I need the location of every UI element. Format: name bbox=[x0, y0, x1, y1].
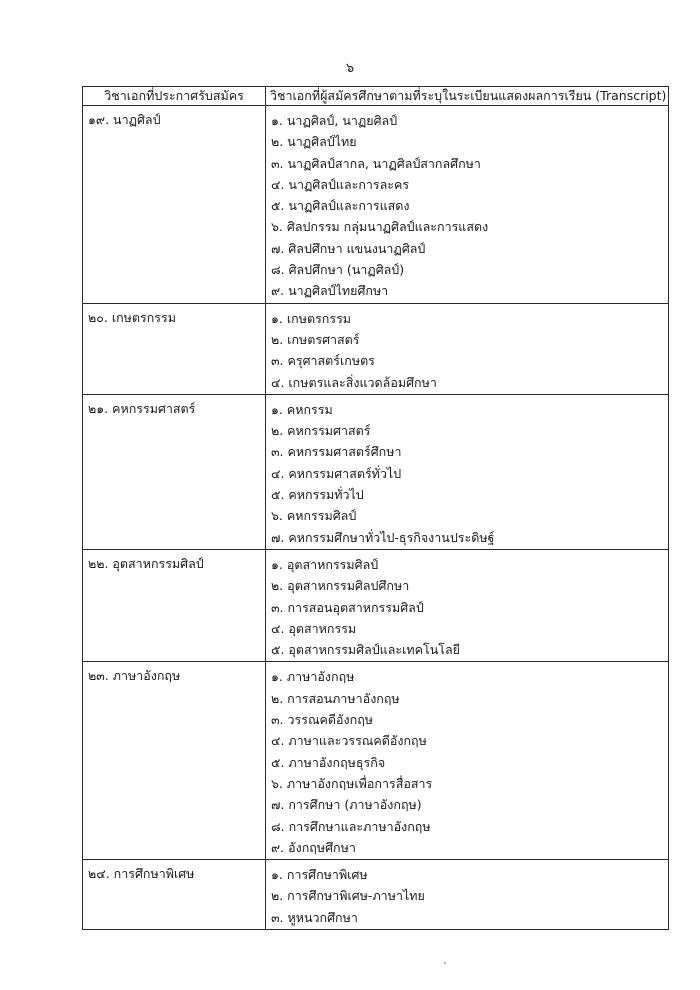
degree-item: ๒. การศึกษาพิเศษ-ภาษาไทย bbox=[271, 888, 425, 904]
major-name: ๑๙. นาฏศิลป์ bbox=[88, 112, 161, 127]
degree-cell bbox=[266, 860, 669, 930]
degree-item: ๗. คหกรรมศึกษาทั่วไป-ธุรกิจงานประดิษฐ์ bbox=[271, 529, 495, 545]
degree-item: ๓. ครุศาสตร์เกษตร bbox=[271, 353, 375, 369]
degree-item: ๓. วรรณคดีอังกฤษ bbox=[271, 712, 374, 728]
major-name: ๒๔. การศึกษาพิเศษ bbox=[88, 866, 195, 882]
major-name: ๒๑. คหกรรมศาสตร์ bbox=[88, 400, 196, 416]
degree-item: ๗. ศิลปศึกษา แขนงนาฏศิลป์ bbox=[271, 240, 426, 256]
table-row bbox=[83, 860, 669, 930]
degree-item: ๕. อุตสาหกรรมศิลป์และเทคโนโลยี bbox=[271, 642, 460, 658]
degree-item: ๕. นาฏศิลป์และการแสดง bbox=[271, 198, 410, 214]
degree-item: ๑. ภาษาอังกฤษ bbox=[271, 669, 355, 685]
table-row bbox=[83, 549, 669, 661]
degree-cell bbox=[266, 394, 669, 549]
table-row bbox=[83, 106, 669, 304]
major-cell bbox=[83, 549, 266, 661]
degree-item: ๖. ศิลปกรรม กลุ่มนาฏศิลป์และการแสดง bbox=[271, 219, 489, 235]
major-cell bbox=[83, 662, 266, 860]
degree-item: ๒. นาฏศิลป์ไทย bbox=[271, 134, 357, 150]
degree-item: ๔. ภาษาและวรรณคดีอังกฤษ bbox=[271, 733, 427, 749]
degree-item: ๑. เกษตรกรรม bbox=[271, 310, 352, 326]
major-cell bbox=[83, 106, 266, 304]
page-number: ๖ bbox=[345, 61, 355, 76]
subjects-table bbox=[82, 86, 669, 930]
major-cell bbox=[83, 860, 266, 930]
degree-item: ๓. การสอนอุตสาหกรรมศิลป์ bbox=[271, 599, 424, 615]
degree-item: ๑. นาฏศิลป์, นาฏยศิลป์ bbox=[271, 113, 398, 128]
header-studied-major: วิชาเอกที่ผู้สมัครศึกษาตามที่ระบุในระเบียนแสดงผลการเรียน (Transcript) bbox=[266, 87, 669, 106]
degree-cell bbox=[266, 662, 669, 860]
degree-item: ๗. การศึกษา (ภาษาอังกฤษ) bbox=[271, 797, 422, 813]
degree-item: ๒. คหกรรมศาสตร์ bbox=[271, 423, 371, 439]
table-row bbox=[83, 662, 669, 860]
degree-item: ๒. อุตสาหกรรมศิลปศึกษา bbox=[271, 578, 410, 594]
scan-speck bbox=[444, 962, 446, 964]
degree-list bbox=[271, 110, 668, 302]
degree-item: ๑. การศึกษาพิเศษ bbox=[271, 867, 368, 883]
degree-item: ๔. คหกรรมศาสตร์ทั่วไป bbox=[271, 465, 402, 481]
degree-item: ๕. ภาษาอังกฤษธุรกิจ bbox=[271, 754, 386, 770]
major-name: ๒๐. เกษตรกรรม bbox=[88, 309, 176, 325]
table-row bbox=[83, 394, 669, 549]
degree-list bbox=[271, 399, 668, 548]
major-name: ๒๒. อุตสาหกรรมศิลป์ bbox=[88, 555, 204, 571]
degree-cell bbox=[266, 549, 669, 661]
degree-cell bbox=[266, 303, 669, 394]
degree-item: ๒. เกษตรศาสตร์ bbox=[271, 331, 360, 347]
degree-item: ๔. เกษตรและสิ่งแวดล้อมศึกษา bbox=[271, 374, 437, 390]
degree-item: ๓. นาฏศิลป์สากล, นาฏศิลป์สากลศึกษา bbox=[271, 155, 481, 171]
degree-item: ๑. คหกรรม bbox=[271, 401, 333, 417]
table-row bbox=[83, 303, 669, 394]
major-name: ๒๓. ภาษาอังกฤษ bbox=[88, 668, 181, 684]
degree-item: ๓. หูหนวกศึกษา bbox=[271, 909, 358, 925]
degree-item: ๒. การสอนภาษาอังกฤษ bbox=[271, 690, 400, 706]
degree-item: ๘. ศิลปศึกษา (นาฏศิลป์) bbox=[271, 262, 405, 278]
degree-item: ๕. คหกรรมทั่วไป bbox=[271, 487, 364, 503]
degree-list bbox=[271, 308, 668, 393]
degree-item: ๔. นาฏศิลป์และการละคร bbox=[271, 176, 410, 192]
degree-item: ๘. การศึกษาและภาษาอังกฤษ bbox=[271, 818, 431, 834]
major-cell bbox=[83, 303, 266, 394]
degree-list bbox=[271, 666, 668, 858]
degree-item: ๖. คหกรรมศิลป์ bbox=[271, 508, 357, 524]
major-cell bbox=[83, 394, 266, 549]
degree-item: ๖. ภาษาอังกฤษเพื่อการสื่อสาร bbox=[271, 775, 433, 791]
degree-list bbox=[271, 554, 668, 660]
table-header-row bbox=[83, 87, 669, 106]
degree-cell bbox=[266, 106, 669, 304]
degree-item: ๔. อุตสาหกรรม bbox=[271, 620, 357, 636]
table-body bbox=[83, 106, 669, 930]
header-applied-major: วิชาเอกที่ประกาศรับสมัคร bbox=[83, 87, 266, 106]
degree-item: ๓. คหกรรมศาสตร์ศึกษา bbox=[271, 444, 402, 460]
degree-item: ๙. อังกฤษศึกษา bbox=[271, 839, 356, 855]
degree-item: ๙. นาฏศิลป์ไทยศึกษา bbox=[271, 283, 389, 299]
degree-item: ๑. อุตสาหกรรมศิลป์ bbox=[271, 556, 379, 572]
degree-list bbox=[271, 864, 668, 928]
